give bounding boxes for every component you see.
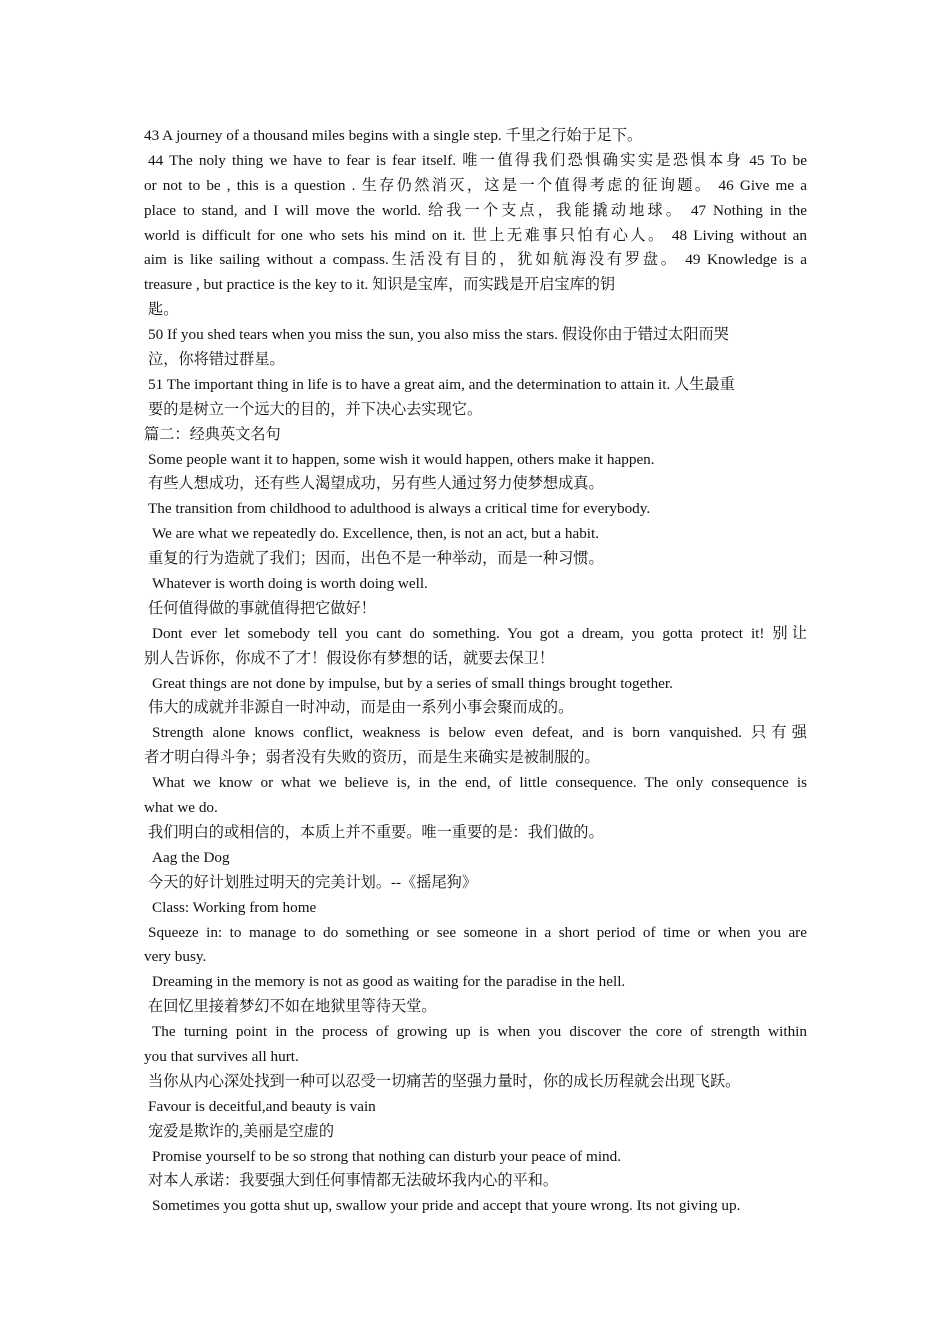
text-line: Squeeze in: to manage to do something or see someone in a short period of time or when you are [148,923,807,941]
text-line: 者才明白得斗争；弱者没有失败的资历，而是生来确实是被制服的。 [144,749,600,767]
text-line: Whatever is worth doing is worth doing well. [152,575,428,593]
text-line: aim is like sailing without a compass.生活没有目的，犹如航海没有罗盘。 49 Knowledge is a [144,251,807,269]
text-line: place to stand, and I will move the world. 给我一个支点，我能撬动地球。 47 Nothing in the [144,201,807,219]
text-line: 在回忆里接着梦幻不如在地狱里等待天堂。 [148,998,437,1016]
section-heading: 篇二：经典英文名句 [144,425,281,443]
text-line: Strength alone knows conflict, weakness is below even defeat, and is born vanquished. 只有强 [152,724,807,742]
text-line: The transition from childhood to adulthood is always a critical time for everybody. [148,500,651,518]
text-line: treasure , but practice is the key to it. 知识是宝库，而实践是开启宝库的钥 [144,276,616,294]
text-line: world is difficult for one who sets his mind on it. 世上无难事只怕有心人。 48 Living without an [144,226,807,244]
text-line: Some people want it to happen, some wish it would happen, others make it happen. [148,450,655,468]
text-line: Favour is deceitful,and beauty is vain [148,1097,376,1115]
text-line: Dont ever let somebody tell you cant do something. You got a dream, you gotta protect it! 别让 [152,624,807,642]
text-line: 泣，你将错过群星。 [148,351,285,369]
text-line: 要的是树立一个远大的目的，并下决心去实现它。 [148,400,483,418]
text-line: The turning point in the process of growing up is when you discover the core of strength within [152,1023,807,1041]
text-line: 别人告诉你，你成不了才！假设你有梦想的话，就要去保卫！ [144,649,555,667]
text-line: 43 A journey of a thousand miles begins with a single step. 千里之行始于足下。 [144,127,643,144]
text-line: Aag the Dog [152,848,230,866]
text-line: Great things are not done by impulse, but by a series of small things brought together. [152,674,673,692]
text-line: 对本人承诺：我要强大到任何事情都无法破坏我内心的平和。 [148,1172,559,1190]
text-line: 有些人想成功，还有些人渴望成功，另有些人通过努力使梦想成真。 [148,475,604,493]
text-line: 当你从内心深处找到一种可以忍受一切痛苦的坚强力量时，你的成长历程就会出现飞跃。 [148,1072,741,1090]
text-line: very busy. [144,948,207,966]
text-line: 匙。 [148,301,179,319]
text-line: 任何值得做的事就值得把它做好！ [148,599,376,617]
text-line: We are what we repeatedly do. Excellence, then, is not an act, but a habit. [152,525,600,543]
text-line: 51 The important thing in life is to have a great aim, and the determination to attain it. 人生最重 [148,375,735,393]
text-line: what we do. [144,799,218,817]
text-line: Promise yourself to be so strong that nothing can disturb your peace of mind. [152,1147,622,1165]
text-line: 44 The noly thing we have to fear is fear itself. 唯一值得我们恐惧确实实是恐惧本身 45 To be [148,151,807,169]
text-line: 重复的行为造就了我们；因而，出色不是一种举动，而是一种习惯。 [148,550,604,568]
text-line: 50 If you shed tears when you miss the sun, you also miss the stars. 假设你由于错过太阳而哭 [148,326,729,344]
text-line: or not to be , this is a question . 生存仍然消灭，这是一个值得考虑的征询题。 46 Give me a [144,176,807,194]
text-line: What we know or what we believe is, in the end, of little consequence. The only consequence is [152,774,807,792]
text-line: Class: Working from home [152,898,317,916]
text-line: 今天的好计划胜过明天的完美计划。--《摇尾狗》 [148,873,478,891]
text-line: 伟大的成就并非源自一时冲动，而是由一系列小事会聚而成的。 [148,699,574,717]
text-line: 我们明白的或相信的，本质上并不重要。唯一重要的是：我们做的。 [148,823,604,841]
text-line: Sometimes you gotta shut up, swallow your pride and accept that youre wrong. Its not giving up. [152,1197,741,1215]
text-line: Dreaming in the memory is not as good as waiting for the paradise in the hell. [152,973,626,991]
text-line: 宠爱是欺诈的,美丽是空虚的 [148,1122,335,1140]
text-line: you that survives all hurt. [144,1047,299,1065]
